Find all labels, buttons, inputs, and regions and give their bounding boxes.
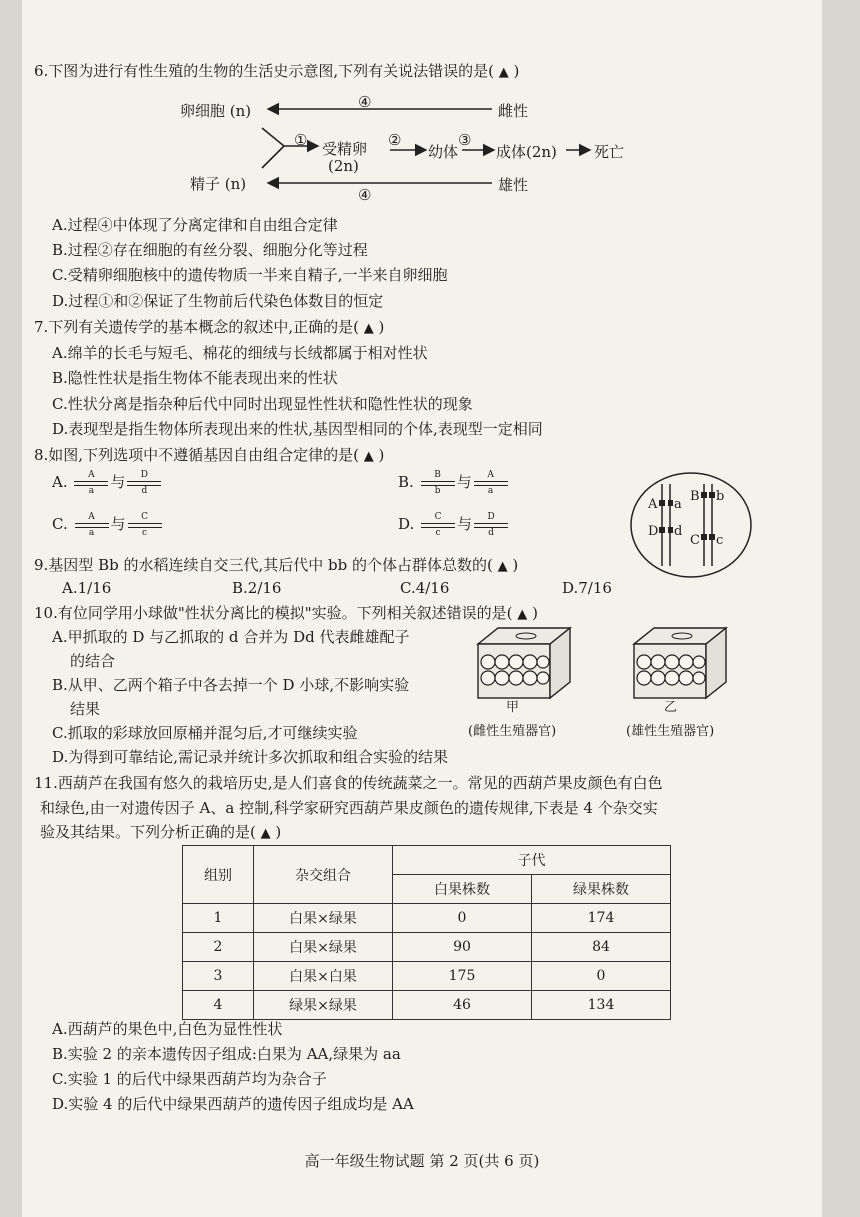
- table-row: 2 白果×绿果 90 84: [183, 933, 671, 962]
- q9-option-b: B.2/16: [232, 579, 282, 597]
- q11-option-d: D.实验 4 的后代中绿果西葫芦的遗传因子组成均是 AA: [52, 1095, 414, 1113]
- q8-stem: 8.如图,下列选项中不遵循基因自由组合定律的是( ▲ ): [34, 446, 385, 464]
- cross-results-table: [182, 845, 671, 1020]
- death-label: 死亡: [594, 143, 625, 161]
- q11-stem-line-1: 11.西葫芦在我国有悠久的栽培历史,是人们喜食的传统蔬菜之一。常见的西葫芦果皮颜色有白色: [34, 774, 663, 792]
- q11-stem-line-2: 和绿色,由一对遗传因子 A、a 控制,科学家研究西葫芦果皮颜色的遗传规律,下表是 4 个杂交实: [40, 799, 658, 817]
- female-label: 雌性: [498, 102, 529, 120]
- q10-option-c: C.抓取的彩球放回原桶并混匀后,才可继续实验: [52, 724, 358, 742]
- q11-option-b: B.实验 2 的亲本遗传因子组成:白果为 AA,绿果为 aa: [52, 1045, 401, 1063]
- q6-option-c: C.受精卵细胞核中的遗传物质一半来自精子,一半来自卵细胞: [52, 266, 448, 284]
- male-label: 雄性: [498, 176, 529, 194]
- exam-page: [22, 0, 822, 1217]
- box-jia-caption: (雌性生殖器官): [468, 724, 557, 739]
- q9-stem: 9.基因型 Bb 的水稻连续自交三代,其后代中 bb 的个体占群体总数的( ▲ ): [34, 556, 519, 574]
- chromosome-pair: C c: [421, 513, 455, 538]
- table-row: 1 白果×绿果 0 174: [183, 904, 671, 933]
- answer-mark: ▲: [517, 607, 528, 622]
- answer-mark: ▲: [363, 321, 374, 336]
- q11-option-c: C.实验 1 的后代中绿果西葫芦均为杂合子: [52, 1070, 327, 1088]
- chromosome-pair: A a: [474, 471, 508, 496]
- egg-label: 卵细胞 (n): [180, 102, 252, 120]
- process-3: ③: [458, 131, 472, 149]
- q8-option-b: B. B b 与 A a: [398, 470, 510, 496]
- box-yi-label: 乙: [664, 700, 678, 715]
- table-row: 3 白果×白果 175 0: [183, 962, 671, 991]
- header-group: 组别: [183, 846, 254, 904]
- q10-option-d: D.为得到可靠结论,需记录并统计多次抓取和组合实验的结果: [52, 748, 449, 766]
- life-cycle-diagram: [22, 0, 822, 210]
- answer-mark: ▲: [497, 559, 508, 574]
- gene-D: D: [648, 524, 659, 539]
- page-footer: 高一年级生物试题 第 2 页(共 6 页): [304, 1152, 540, 1170]
- q10-option-a: A.甲抓取的 D 与乙抓取的 d 合并为 Dd 代表雌雄配子: [52, 628, 410, 646]
- process-2: ②: [388, 131, 402, 149]
- header-cross: 杂交组合: [254, 846, 393, 904]
- chromosome-pair: B b: [421, 471, 455, 496]
- table-row: 4 绿果×绿果 46 134: [183, 991, 671, 1020]
- chromosome-pair: A a: [74, 471, 108, 496]
- header-offspring: 子代: [393, 846, 671, 875]
- gene-B: B: [690, 489, 700, 504]
- q11-stem-line-3: 验及其结果。下列分析正确的是( ▲ ): [40, 823, 282, 841]
- answer-mark: ▲: [260, 826, 271, 841]
- gene-b: b: [716, 489, 725, 504]
- answer-mark: ▲: [363, 449, 374, 464]
- chromosome-pair: D d: [474, 513, 508, 538]
- answer-mark: ▲: [498, 65, 509, 80]
- box-yi-caption: (雄性生殖器官): [626, 724, 715, 739]
- gene-a: a: [674, 497, 682, 512]
- header-green: 绿果株数: [532, 875, 671, 904]
- q6-stem: 6.下图为进行有性生殖的生物的生活史示意图,下列有关说法错误的是( ▲ ): [34, 62, 520, 80]
- box-yi: [630, 624, 730, 700]
- juvenile-label: 幼体: [428, 143, 459, 161]
- q10-stem: 10.有位同学用小球做"性状分离比的模拟"实验。下列相关叙述错误的是( ▲ ): [34, 604, 538, 622]
- q6-option-a: A.过程④中体现了分离定律和自由组合定律: [52, 216, 338, 234]
- gene-C: C: [690, 533, 700, 548]
- header-white: 白果株数: [393, 875, 532, 904]
- q6-option-b: B.过程②存在细胞的有丝分裂、细胞分化等过程: [52, 241, 368, 259]
- process-1: ①: [294, 131, 308, 149]
- q9-option-c: C.4/16: [400, 579, 450, 597]
- q7-option-d: D.表现型是指生物体所表现出来的性状,基因型相同的个体,表现型一定相同: [52, 420, 543, 438]
- q8-option-d: D. C c 与 D d: [398, 512, 510, 538]
- process-4-top: ④: [358, 93, 372, 111]
- q10-option-b-cont: 结果: [70, 700, 101, 718]
- q11-option-a: A.西葫芦的果色中,白色为显性性状: [52, 1020, 283, 1038]
- cell-chromosome-diagram: [628, 470, 754, 580]
- chromosome-pair: C c: [128, 513, 162, 538]
- q8-option-a: A. A a 与 D d: [52, 470, 163, 496]
- adult-label: 成体(2n): [496, 143, 557, 161]
- gene-c: c: [716, 533, 724, 548]
- chromosome-pair: D d: [127, 471, 161, 496]
- q9-option-a: A.1/16: [62, 579, 112, 597]
- gene-d: d: [674, 524, 683, 539]
- fertilization-join: [262, 128, 284, 168]
- q7-stem: 7.下列有关遗传学的基本概念的叙述中,正确的是( ▲ ): [34, 318, 385, 336]
- chromosome-pair: A a: [75, 513, 109, 538]
- box-jia: [474, 624, 574, 700]
- gene-A: A: [648, 497, 658, 512]
- process-4-bottom: ④: [358, 186, 372, 204]
- q9-option-d: D.7/16: [562, 579, 612, 597]
- q6-option-d: D.过程①和②保证了生物前后代染色体数目的恒定: [52, 292, 384, 310]
- q7-option-a: A.绵羊的长毛与短毛、棉花的细绒与长绒都属于相对性状: [52, 344, 428, 362]
- sperm-label: 精子 (n): [190, 175, 247, 193]
- q8-option-c: C. A a 与 C c: [52, 512, 164, 538]
- zygote-label: 受精卵: [322, 140, 368, 158]
- q7-option-b: B.隐性性状是指生物体不能表现出来的性状: [52, 369, 338, 387]
- q10-option-a-cont: 的结合: [70, 652, 116, 670]
- q10-option-b: B.从甲、乙两个箱子中各去掉一个 D 小球,不影响实验: [52, 676, 410, 694]
- q7-option-c: C.性状分离是指杂种后代中同时出现显性性状和隐性性状的现象: [52, 395, 473, 413]
- zygote-ploidy: (2n): [328, 157, 359, 175]
- box-jia-label: 甲: [506, 700, 520, 715]
